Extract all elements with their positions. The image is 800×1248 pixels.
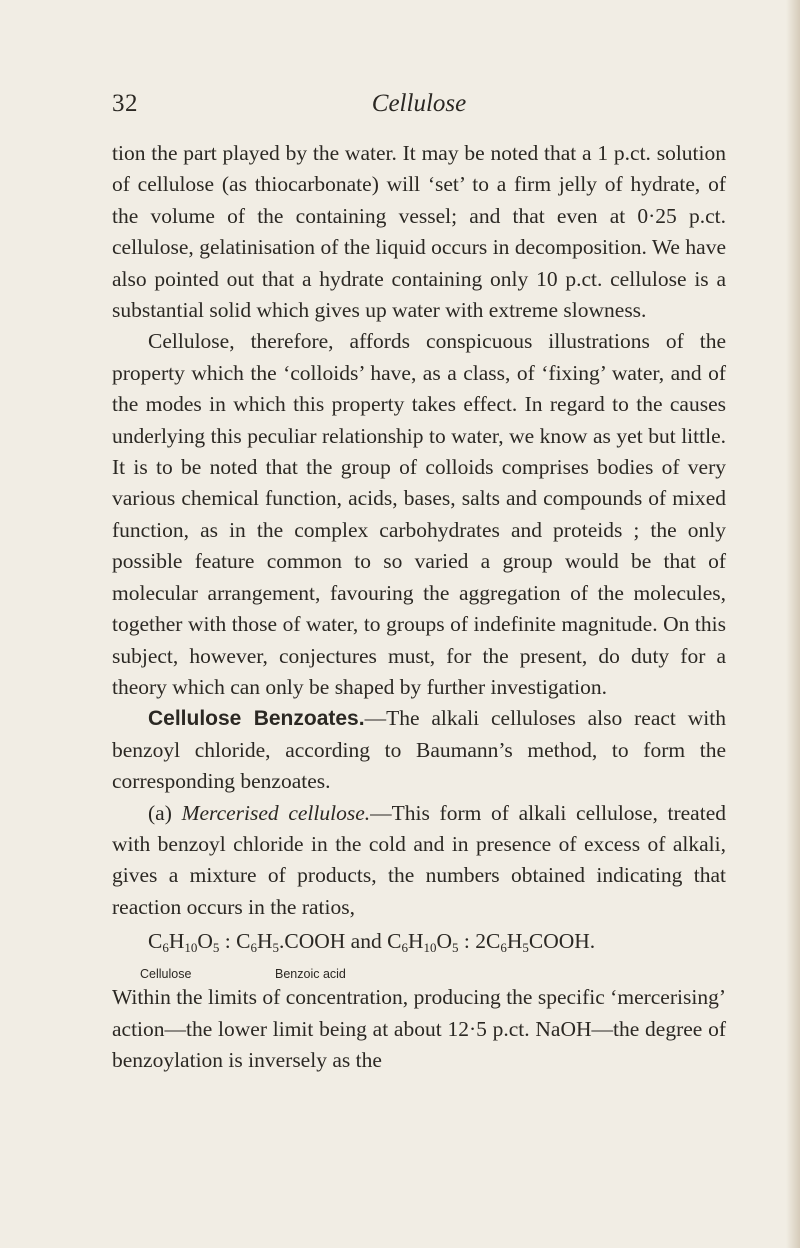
page-body <box>112 138 726 1076</box>
subsection-label: (a) <box>148 800 172 825</box>
paragraph-continuation: tion the part played by the water. It may be noted that a 1 p.ct. solution of cellulose (as thiocarbonate) will ‘set’ to a firm jelly of hydrate, of the volume of the containing vessel; and that even at 0·25 p.ct. cellulose, gelatinisation of the liquid occurs in decomposition. We have also pointed out that a hydrate containing only 10 p.ct. cellulose is a substantial solid which gives up water with extreme slowness. <box>112 141 726 323</box>
paragraph-colloids: Cellulose, therefore, affords conspicuous illustrations of the property which the ‘colloids’ have, as a class, of ‘fixing’ water, and of the modes in which this property takes effect. In regard to the causes underlying this peculiar relationship to water, we know as yet but little. It is to be noted that the group of colloids comprises bodies of very various chemical function, acids, bases, salts and compounds of mixed function, as in the complex carbohydrates and proteids ; the only possible feature common to so varied a group would be that of molecular arrangement, favouring the aggregation of the molecules, together with those of water, to groups of indefinite magnitude. On this subject, however, conjectures must, for the present, do duty for a theory which can only be shaped by further investigation. <box>112 329 726 699</box>
paragraph-mercerised <box>112 798 726 924</box>
caption-cellulose: Cellulose <box>140 967 192 982</box>
page-header <box>112 90 726 124</box>
section-heading: Cellulose Benzoates. <box>148 707 365 731</box>
paragraph-benzoates <box>112 703 726 797</box>
page-number: 32 <box>112 90 138 117</box>
caption-benzoic-acid: Benzoic acid <box>275 967 346 982</box>
subsection-title: Mercerised cellulose. <box>181 800 371 825</box>
reaction-formula: $C_6H_{10}O_5$ : $C_6H_5.COOH$ and $C_6H_{10}O_5$ : $2C_6H_5COOH$. <box>148 929 596 956</box>
formula-block <box>140 926 726 982</box>
page-edge-shadow <box>786 0 800 1248</box>
paragraph-mercerised-text: —This form of alkali cellulose, treated with benzoyl chloride in the cold and in presence of excess of alkali, gives a mixture of products, the numbers obtained indicating that reaction occurs in the ratios, <box>112 800 726 919</box>
running-title: Cellulose <box>371 90 467 117</box>
paragraph-mercerising: Within the limits of concentration, producing the specific ‘mercerising’ action—the lower limit being at about 12·5 p.ct. NaOH—the degree of benzoylation is inversely as the <box>112 985 726 1072</box>
paragraph-benzoates-text: —The alkali celluloses also react with benzoyl chloride, according to Baumann’s method, to form the corresponding benzoates. <box>112 706 726 794</box>
